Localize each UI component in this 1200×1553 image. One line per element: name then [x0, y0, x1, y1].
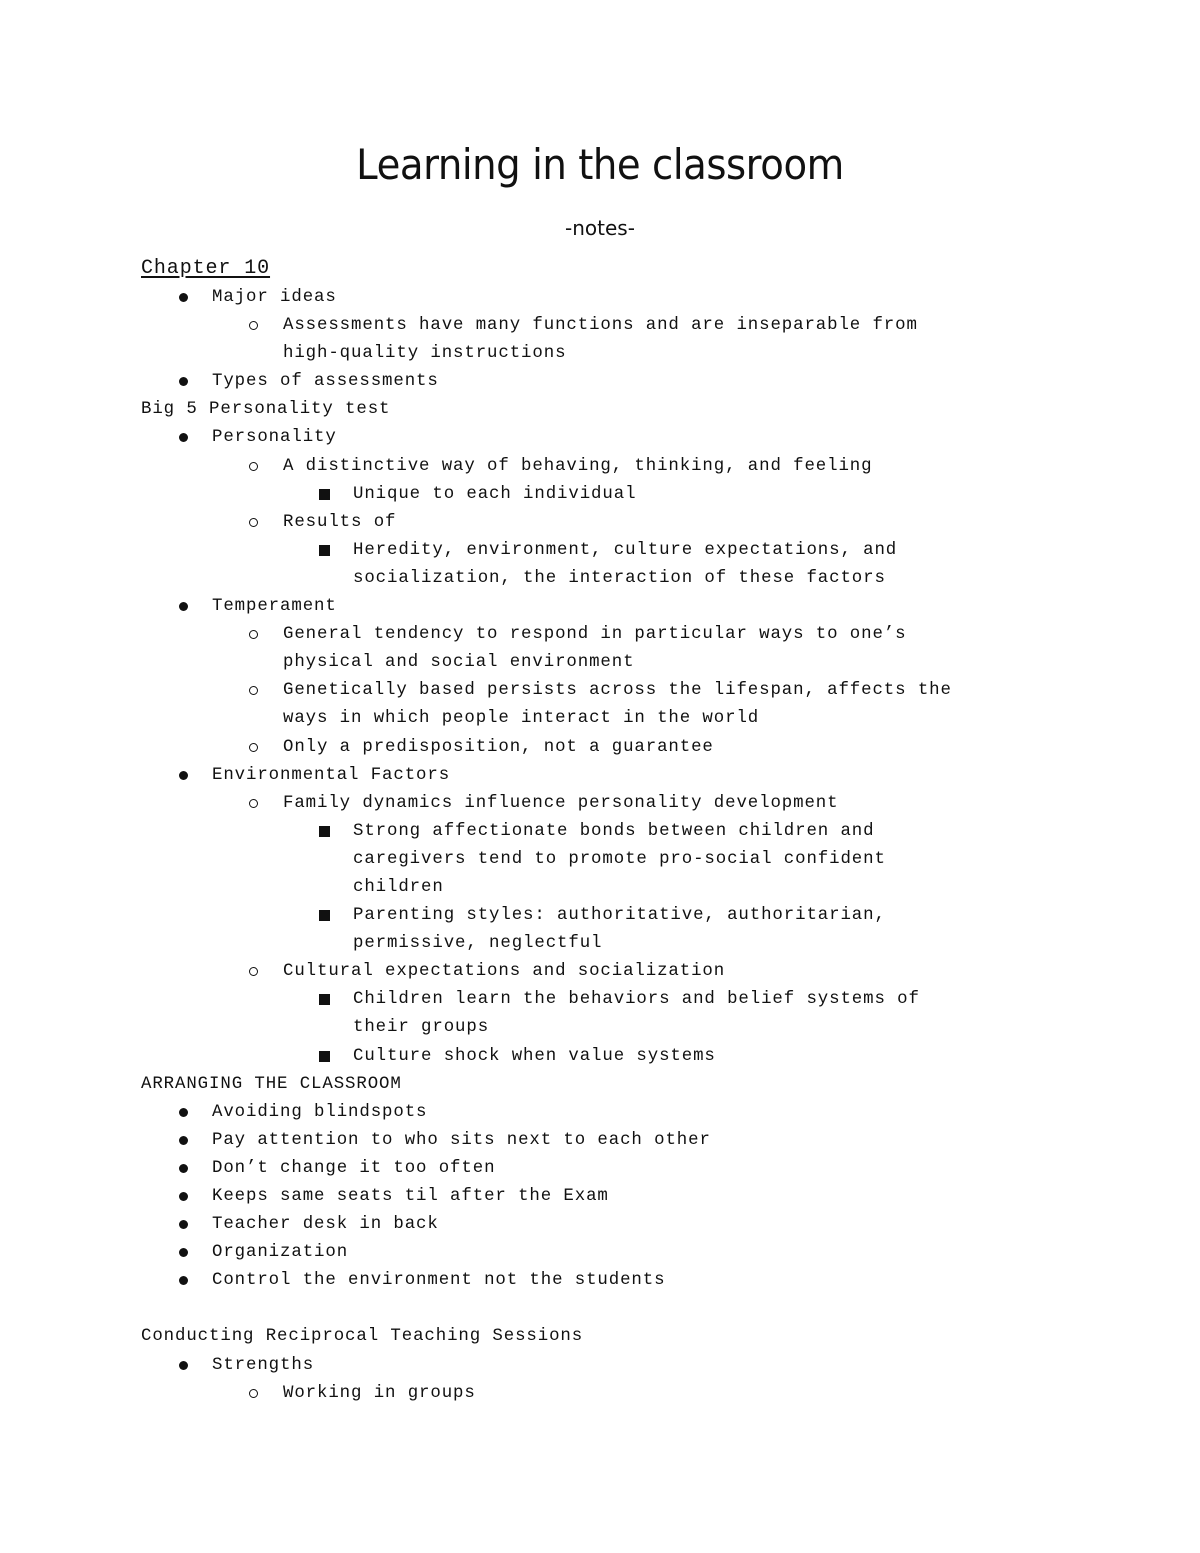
list-item: Personality [141, 424, 1081, 452]
list-item: Results of [141, 509, 1081, 537]
list-item: Unique to each individual [141, 481, 1081, 509]
list-item-continuation: high-quality instructions [283, 344, 567, 364]
bullet-ring-icon [249, 453, 258, 482]
bullet-ring-icon [249, 677, 258, 706]
list-item: Heredity, environment, culture expectations, and [141, 537, 1081, 565]
list-item: Types of assessments [141, 368, 1081, 396]
list-item-continuation: ways in which people interact in the world [283, 709, 760, 729]
list-item: Strong affectionate bonds between children and [141, 818, 1081, 846]
bullet-square-icon [319, 986, 330, 1016]
list-item: Culture shock when value systems [141, 1043, 1081, 1071]
document-subtitle: -notes- [565, 216, 635, 240]
bullet-square-icon [319, 902, 330, 932]
list-item: Only a predisposition, not a guarantee [141, 734, 1081, 762]
bullet-dot-icon [179, 1352, 188, 1381]
list-item: General tendency to respond in particular ways to one’s [141, 621, 1081, 649]
list-item: Strengths [141, 1352, 1081, 1380]
list-item: Major ideas [141, 284, 1081, 312]
bullet-dot-icon [179, 593, 188, 622]
bullet-dot-icon [179, 1127, 188, 1156]
list-item: Assessments have many functions and are inseparable from [141, 312, 1081, 340]
bullet-square-icon [319, 537, 330, 567]
list-item: Don’t change it too often [141, 1155, 1081, 1183]
list-item: Genetically based persists across the lifespan, affects the [141, 677, 1081, 705]
bullet-ring-icon [249, 958, 258, 987]
bullet-dot-icon [179, 368, 188, 397]
list-item-continuation: socialization, the interaction of these factors [353, 568, 886, 588]
bullet-dot-icon [179, 1155, 188, 1184]
list-item: Children learn the behaviors and belief systems of [141, 986, 1081, 1014]
list-item: Organization [141, 1239, 1081, 1267]
bullet-dot-icon [179, 1183, 188, 1212]
section-heading-chapter: Chapter 10 [141, 257, 271, 280]
bullet-square-icon [319, 1043, 330, 1073]
bullet-ring-icon [249, 1380, 258, 1409]
list-item: Teacher desk in back [141, 1211, 1081, 1239]
section-heading-big5: Big 5 Personality test [141, 400, 391, 420]
list-item: Cultural expectations and socialization [141, 958, 1081, 986]
notes-body [141, 254, 1081, 1408]
section-heading-arranging: ARRANGING THE CLASSROOM [141, 1074, 402, 1094]
list-item-continuation: their groups [353, 1018, 490, 1038]
bullet-dot-icon [179, 1099, 188, 1128]
bullet-square-icon [319, 818, 330, 848]
section-heading-conducting: Conducting Reciprocal Teaching Sessions [141, 1327, 584, 1347]
list-item-continuation: permissive, neglectful [353, 934, 603, 954]
bullet-dot-icon [179, 1239, 188, 1268]
list-item: Working in groups [141, 1380, 1081, 1408]
bullet-dot-icon [179, 762, 188, 791]
list-item: A distinctive way of behaving, thinking, and feeling [141, 453, 1081, 481]
list-item: Environmental Factors [141, 762, 1081, 790]
list-item: Pay attention to who sits next to each other [141, 1127, 1081, 1155]
bullet-ring-icon [249, 509, 258, 538]
list-item-continuation: children [353, 877, 444, 897]
bullet-dot-icon [179, 1267, 188, 1296]
bullet-dot-icon [179, 284, 188, 313]
list-item: Avoiding blindspots [141, 1099, 1081, 1127]
bullet-ring-icon [249, 790, 258, 819]
list-item: Temperament [141, 593, 1081, 621]
list-item: Keeps same seats til after the Exam [141, 1183, 1081, 1211]
bullet-ring-icon [249, 621, 258, 650]
list-item-continuation: physical and social environment [283, 653, 635, 673]
bullet-ring-icon [249, 312, 258, 341]
bullet-dot-icon [179, 424, 188, 453]
bullet-ring-icon [249, 734, 258, 763]
list-item: Family dynamics influence personality development [141, 790, 1081, 818]
list-item-continuation: caregivers tend to promote pro-social confident [353, 849, 886, 869]
list-item: Parenting styles: authoritative, authoritarian, [141, 902, 1081, 930]
bullet-dot-icon [179, 1211, 188, 1240]
document-title: Learning in the classroom [356, 140, 844, 189]
list-item: Control the environment not the students [141, 1267, 1081, 1295]
bullet-square-icon [319, 481, 330, 511]
blank-line [141, 1295, 1081, 1323]
